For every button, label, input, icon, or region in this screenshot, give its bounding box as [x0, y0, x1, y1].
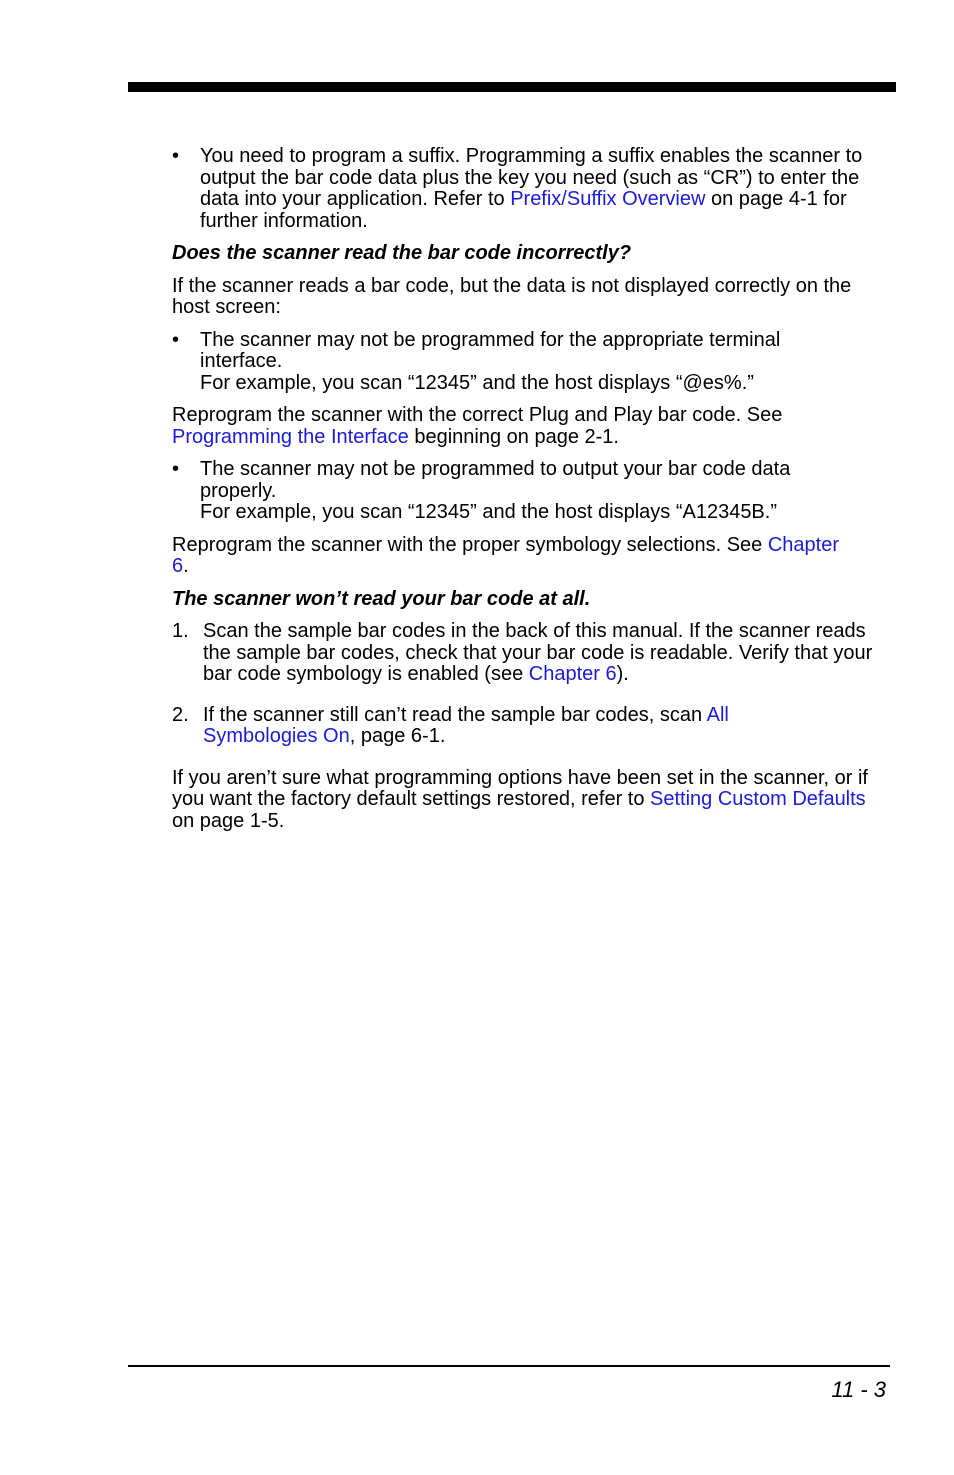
section-heading: The scanner won’t read your bar code at all.	[172, 587, 591, 610]
link-chapter-6[interactable]: Chapter 6	[172, 533, 840, 577]
header-rule	[128, 82, 896, 92]
bullet-text: • The scanner may not be programmed for the appropriate terminal interface.	[200, 328, 781, 372]
numbered-step	[172, 621, 893, 686]
paragraph-text: Reprogram the scanner with the correct Plug and Play bar code. See	[172, 404, 783, 426]
link-setting-custom-defaults[interactable]: Setting Custom Defaults	[650, 788, 866, 810]
step-text: , page 6-1.	[349, 725, 446, 747]
paragraph-text: If you aren’t sure what programming options have been set in the scanner, or if you want the factory default settings restored, refer to	[172, 766, 868, 810]
link-chapter-6[interactable]: Chapter 6	[528, 663, 617, 685]
paragraph-text: Reprogram the scanner with the proper symbology selections. See	[172, 533, 768, 556]
paragraph-text: beginning on page 2-1.	[408, 425, 619, 448]
step-number: 1.	[172, 620, 189, 642]
bullet-text: You need to program a suffix. Programming a suffix enables the scanner to output the bar code data plus the key you need (such as “CR”) to enter the data into your application. Refer to	[200, 145, 863, 210]
link-programming-the-interface[interactable]: Programming the Interface	[172, 425, 409, 448]
section-heading: Does the scanner read the bar code incorrectly?	[172, 242, 632, 264]
page-content	[172, 146, 892, 832]
paragraph	[172, 535, 852, 578]
paragraph	[172, 405, 852, 448]
numbered-step	[172, 705, 823, 748]
paragraph-text: on page 1-5.	[172, 809, 285, 832]
link-all-symbologies-on[interactable]: All Symbologies On	[203, 703, 729, 747]
bullet-item-output	[172, 459, 892, 524]
paragraph	[172, 768, 887, 833]
paragraph: If the scanner reads a bar code, but the data is not displayed correctly on the host screen:	[172, 274, 852, 318]
page-number: 11 - 3	[831, 1377, 886, 1402]
bullet-item-interface	[172, 330, 892, 395]
bullet-text: • The scanner may not be programmed to output your bar code data properly.	[200, 458, 791, 502]
bullet-text: on page 4-1 for further information.	[200, 188, 847, 232]
step-text: Scan the sample bar codes in the back of this manual. If the scanner reads the sample bar codes, check that your bar code is readable. Verify that your bar code symbology is enabled (see	[203, 620, 873, 685]
step-text: If the scanner still can’t read the sample bar codes, scan	[203, 703, 707, 726]
bullet-example: For example, you scan “12345” and the host displays “A12345B.”	[200, 501, 777, 523]
bullet-example: For example, you scan “12345” and the host displays “@es%.”	[200, 371, 754, 394]
link-prefix-suffix-overview[interactable]: Prefix/Suffix Overview	[510, 188, 706, 210]
bullet-item-suffix	[172, 146, 890, 232]
footer-rule	[128, 1365, 890, 1367]
step-text: ).	[616, 663, 629, 685]
paragraph-text: .	[183, 555, 189, 577]
step-number: 2.	[172, 703, 189, 726]
